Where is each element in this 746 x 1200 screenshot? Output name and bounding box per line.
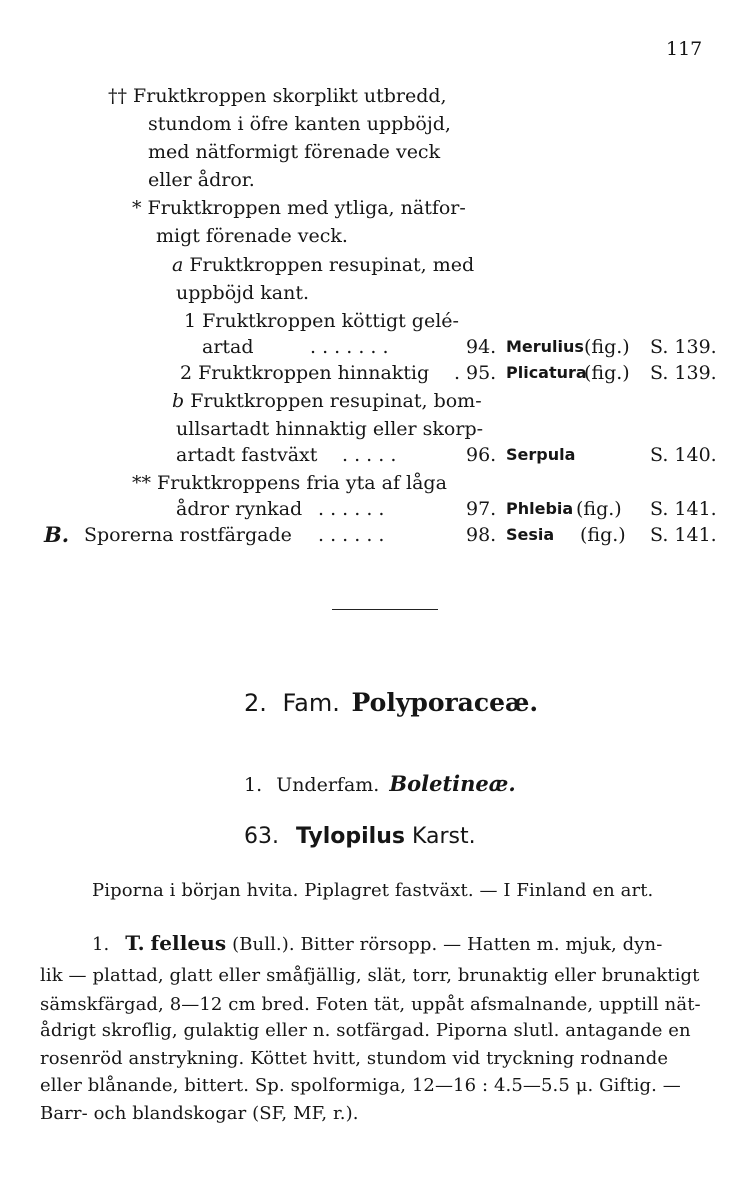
- species-author: (Bull.).: [232, 934, 295, 955]
- key-line: eller ådror.: [148, 169, 255, 191]
- species-number: 1.: [92, 934, 110, 955]
- key-text: artadt fastväxt: [176, 444, 318, 466]
- key-text: 2 Fruktkroppen hinnaktig: [180, 362, 430, 384]
- family-heading: [244, 688, 538, 717]
- page-reference: S. 139.: [650, 336, 717, 358]
- subfamily-prefix: 1.: [244, 774, 263, 796]
- family-prefix: 2.: [244, 689, 267, 717]
- section-divider: [332, 609, 438, 610]
- figure-ref: (fig.): [580, 524, 626, 546]
- key-marker: *: [132, 197, 142, 219]
- entry-number: 95.: [466, 362, 497, 384]
- species-text: sämskfärgad, 8—12 cm bred. Foten tät, uppåt afsmalnande, upptill nät-: [40, 994, 701, 1015]
- key-line: [172, 252, 474, 278]
- key-marker: b: [172, 390, 185, 412]
- leader-dots: . . . . . . .: [310, 336, 389, 358]
- species-text: Bitter rörsopp. — Hatten m. mjuk, dyn-: [300, 934, 663, 955]
- leader-dots: .: [454, 362, 461, 384]
- key-marker: ††: [108, 85, 127, 107]
- key-line: [172, 388, 482, 414]
- genus-name: Serpula: [506, 445, 576, 464]
- genus-author: Karst.: [411, 824, 476, 849]
- key-text: artad: [202, 336, 254, 358]
- key-text: Fruktkroppen resupinat, bom-: [190, 390, 482, 412]
- key-line: [132, 470, 447, 496]
- key-line: [132, 195, 466, 221]
- species-epithet: felleus: [150, 931, 227, 955]
- page-number: 117: [666, 38, 703, 60]
- genus-heading-name: Tylopilus: [296, 824, 405, 849]
- family-label: Fam.: [282, 689, 340, 717]
- key-line: uppböjd kant.: [176, 282, 310, 304]
- page-reference: S. 141.: [650, 498, 717, 520]
- species-text: ådrigt skroflig, gulaktig eller n. sotfärgad. Piporna slutl. antagande en: [40, 1020, 691, 1041]
- key-line: med nätformigt förenade veck: [148, 141, 441, 163]
- key-text: Fruktkroppen med ytliga, nätfor-: [147, 197, 466, 219]
- key-text: Fruktkroppen resupinat, med: [189, 254, 475, 276]
- page-reference: S. 140.: [650, 444, 717, 466]
- species-genus: T.: [125, 931, 145, 955]
- subfamily-name: Boletineæ.: [389, 771, 516, 796]
- species-text: rosenröd anstrykning. Köttet hvitt, stundom vid tryckning rodnande: [40, 1048, 669, 1069]
- species-text: eller blånande, bittert. Sp. spolformiga, 12—16 : 4.5—5.5 μ. Giftig. —: [40, 1075, 681, 1096]
- key-line: [108, 83, 447, 109]
- figure-ref: (fig.): [584, 336, 630, 358]
- entry-number: 96.: [466, 444, 497, 466]
- key-line: 1 Fruktkroppen köttigt gelé-: [184, 310, 459, 332]
- species-text: Barr- och blandskogar (SF, MF, r.).: [40, 1103, 359, 1124]
- leader-dots: . . . . . .: [318, 498, 385, 520]
- genus-description: Piporna i början hvita. Piplagret fastväxt. — I Finland en art.: [92, 880, 654, 901]
- leader-dots: . . . . . .: [318, 524, 385, 546]
- genus-name: Sesia: [506, 525, 555, 544]
- key-line: migt förenade veck.: [156, 225, 348, 247]
- key-marker: a: [172, 254, 184, 276]
- key-text: ådror rynkad: [176, 498, 303, 520]
- species-text: lik — plattad, glatt eller småfjällig, slät, torr, brunaktig eller brunaktigt: [40, 965, 700, 986]
- subfamily-label: Underfam.: [276, 774, 380, 796]
- figure-ref: (fig.): [576, 498, 622, 520]
- key-marker: B.: [44, 522, 70, 547]
- page-reference: S. 141.: [650, 524, 717, 546]
- key-text: Sporerna rostfärgade: [84, 524, 292, 546]
- genus-heading: [244, 824, 476, 849]
- key-text: Fruktkroppens fria yta af låga: [157, 472, 447, 494]
- key-line: stundom i öfre kanten uppböjd,: [148, 113, 451, 135]
- entry-number: 94.: [466, 336, 497, 358]
- key-marker: **: [132, 472, 151, 494]
- family-name: Polyporaceæ.: [351, 688, 539, 717]
- species-first-line: [92, 929, 662, 959]
- leader-dots: . . . . .: [342, 444, 397, 466]
- figure-ref: (fig.): [584, 362, 630, 384]
- key-line: ullsartadt hinnaktig eller skorp-: [176, 418, 484, 440]
- genus-name: Phlebia: [506, 499, 574, 518]
- genus-name: Merulius: [506, 337, 584, 356]
- entry-number: 98.: [466, 524, 497, 546]
- genus-number: 63.: [244, 824, 279, 849]
- page-reference: S. 139.: [650, 362, 717, 384]
- entry-number: 97.: [466, 498, 497, 520]
- genus-name: Plicatura: [506, 363, 587, 382]
- subfamily-heading: [244, 771, 516, 796]
- key-text: Fruktkroppen skorplikt utbredd,: [133, 85, 447, 107]
